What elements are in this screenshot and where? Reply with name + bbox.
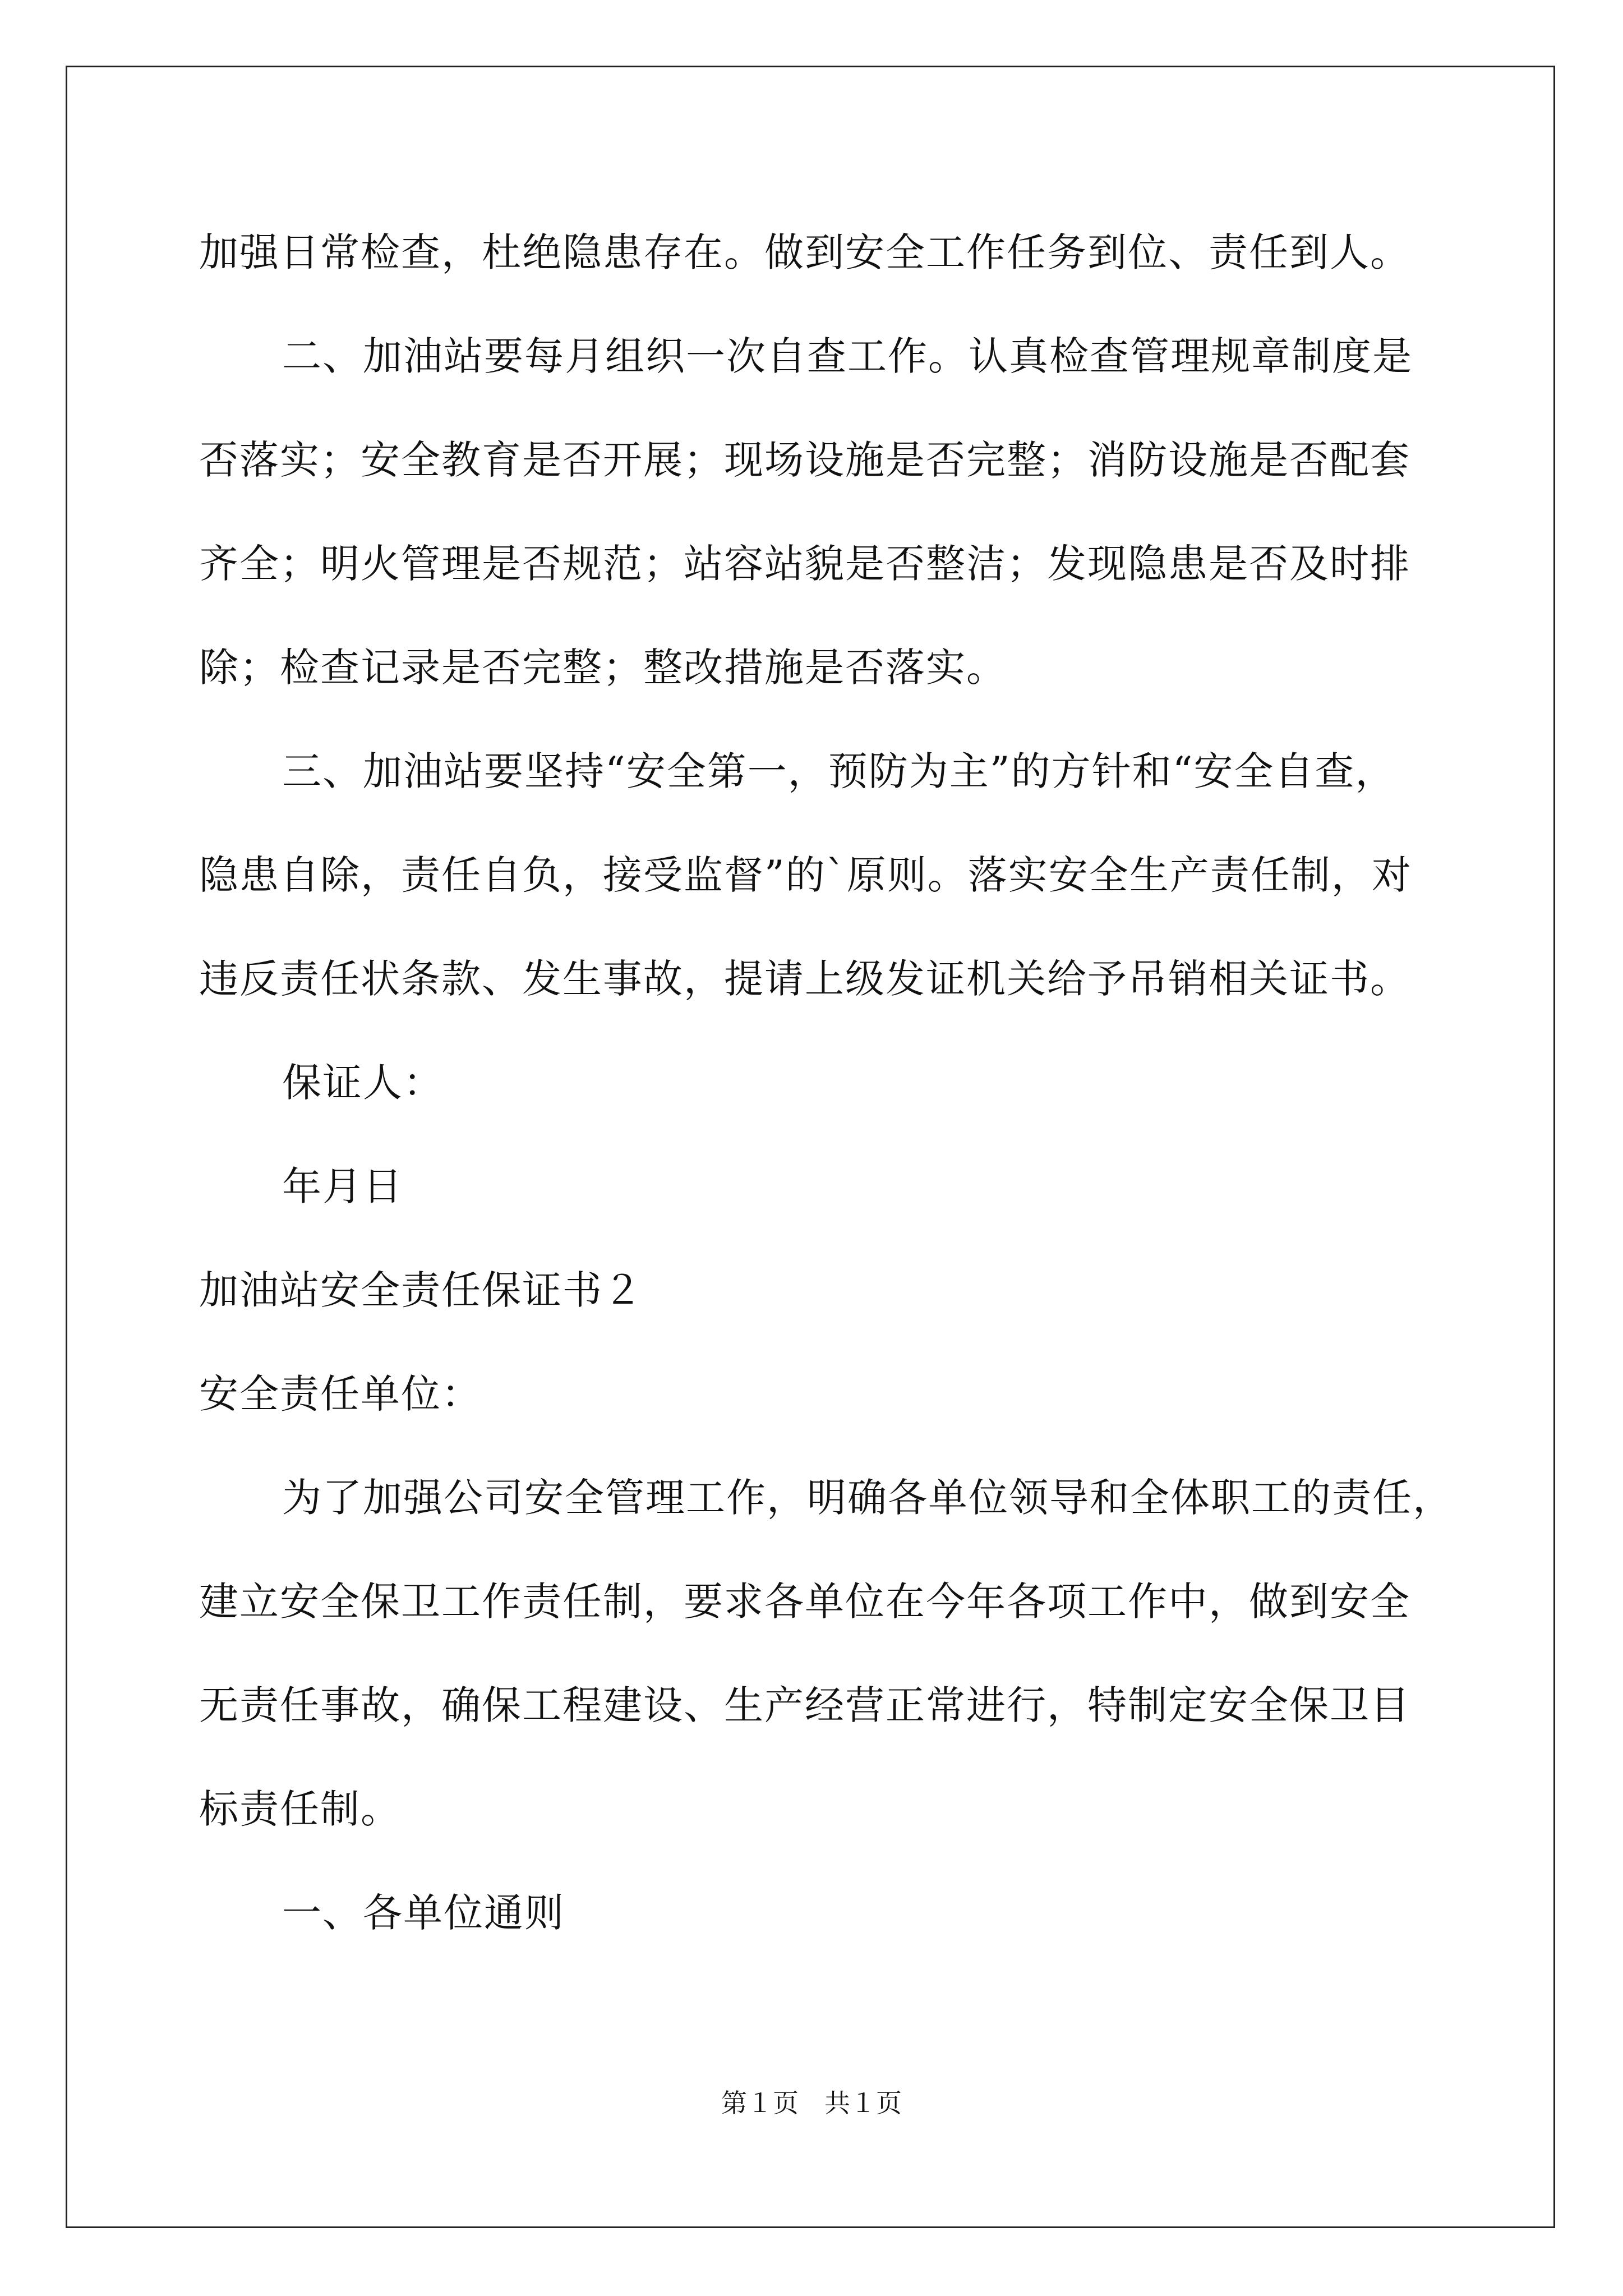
body-line: 三、加油站要坚持“安全第一，预防为主”的方针和“安全自查， (282, 748, 1396, 794)
subsection-heading: 一、各单位通则 (282, 1890, 565, 1936)
body-line: 隐患自除，责任自负，接受监督”的`原则。落实安全生产责任制，对 (199, 852, 1412, 898)
body-line: 标责任制。 (199, 1786, 401, 1832)
body-line: 为了加强公司安全管理工作，明确各单位领导和全体职工的责任， (282, 1475, 1453, 1521)
date-label: 年月日 (282, 1163, 403, 1209)
signature-label: 保证人： (282, 1060, 444, 1106)
body-line: 建立安全保卫工作责任制，要求各单位在今年各项工作中，做到安全 (199, 1579, 1410, 1625)
body-line: 二、加油站要每月组织一次自查工作。认真检查管理规章制度是 (282, 333, 1413, 379)
body-line: 否落实；安全教育是否开展；现场设施是否完整；消防设施是否配套 (199, 437, 1410, 483)
body-line: 无责任事故，确保工程建设、生产经营正常进行，特制定安全保卫目 (199, 1682, 1410, 1728)
body-line: 齐全；明火管理是否规范；站容站貌是否整洁；发现隐患是否及时排 (199, 541, 1410, 587)
responsible-unit-label: 安全责任单位： (199, 1371, 482, 1417)
section-title: 加油站安全责任保证书２ (199, 1267, 643, 1313)
body-line: 违反责任状条款、发生事故，提请上级发证机关给予吊销相关证书。 (199, 956, 1410, 1002)
page-number-footer: 第１页 共１页 (721, 2089, 902, 2118)
body-line: 除；检查记录是否完整；整改措施是否落实。 (199, 645, 1007, 691)
body-line: 加强日常检查，杜绝隐患存在。做到安全工作任务到位、责任到人。 (199, 229, 1410, 275)
